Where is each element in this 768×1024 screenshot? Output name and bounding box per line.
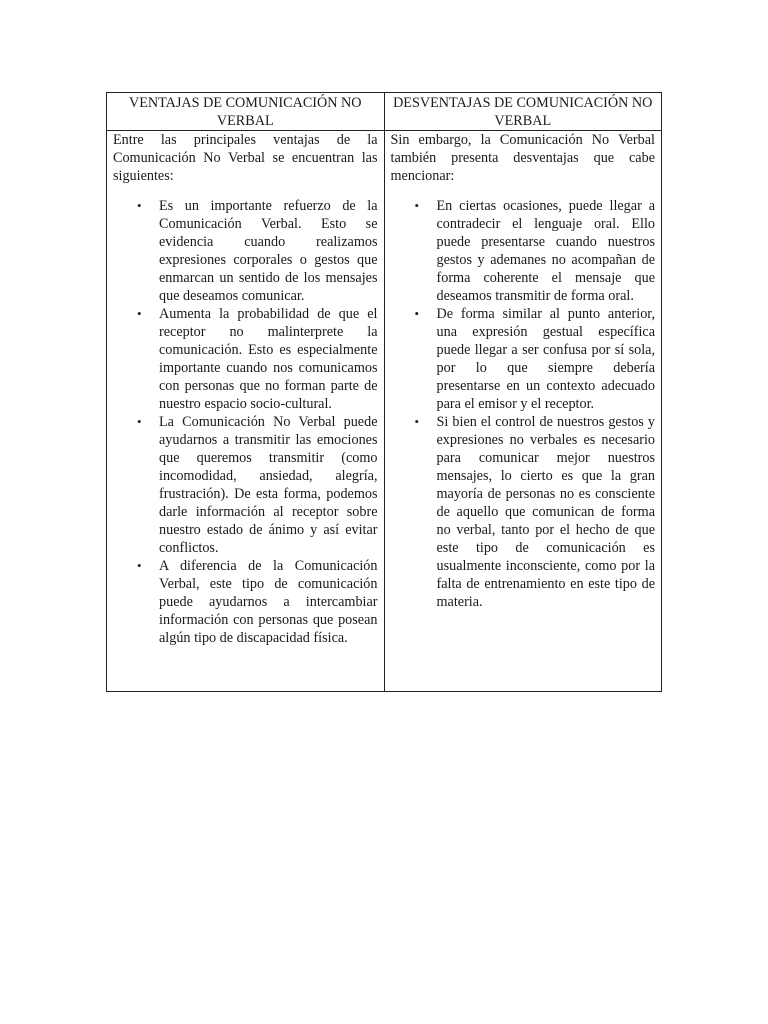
ventajas-list bbox=[113, 197, 378, 647]
comparison-table bbox=[106, 92, 662, 692]
list-item-text: Si bien el control de nuestros gestos y expresiones no verbales es necesario para comunicar mejor nuestros mensajes, lo cierto es que la gran mayoría de personas no es consciente de aquello que comunican de forma no verbal, tanto por el hecho de que este tipo de comunicación es usualmente inconsciente, como por la falta de entrenamiento en este tipo de materia. bbox=[436, 414, 655, 610]
desventajas-intro: Sin embargo, la Comunicación No Verbal también presenta desventajas que cabe mencionar: bbox=[390, 132, 655, 184]
list-item bbox=[137, 413, 378, 557]
bullet-icon: • bbox=[414, 306, 420, 321]
list-item bbox=[137, 305, 378, 413]
list-item bbox=[414, 413, 656, 611]
header-row bbox=[107, 93, 662, 131]
bullet-icon: • bbox=[137, 198, 142, 213]
list-item-text: En ciertas ocasiones, puede llegar a contradecir el lenguaje oral. Ello puede presentarse cuando nuestros gestos y ademanes no acompañan de forma coherente el mensaje que deseamos transmitir de forma oral. bbox=[436, 198, 655, 304]
list-item-text: De forma similar al punto anterior, una expresión gestual específica puede llegar a ser confusa por sí sola, por lo que siempre debería presentarse en un contexto adecuado para el emisor y el receptor. bbox=[436, 306, 655, 412]
desventajas-list bbox=[391, 197, 656, 611]
list-item bbox=[137, 557, 378, 647]
header-desventajas: DESVENTAJAS DE COMUNICACIÓN NO VERBAL bbox=[384, 93, 662, 131]
list-item bbox=[414, 197, 656, 305]
bullet-icon: • bbox=[137, 558, 142, 573]
desventajas-cell bbox=[384, 131, 662, 692]
list-item-text: Es un importante refuerzo de la Comunicación Verbal. Esto se evidencia cuando realizamos expresiones corporales o gestos que enmarcan un sentido de los mensajes que deseamos comunicar. bbox=[159, 198, 378, 304]
bullet-icon: • bbox=[137, 306, 142, 321]
list-item-text: Aumenta la probabilidad de que el receptor no malinterprete la comunicación. Esto es especialmente importante cuando nos comunicamos con personas que no forman parte de nuestro espacio socio-cultural. bbox=[159, 306, 378, 412]
ventajas-cell bbox=[107, 131, 385, 692]
bullet-icon: • bbox=[137, 414, 142, 429]
list-item bbox=[137, 197, 378, 305]
bullet-icon: • bbox=[414, 198, 420, 213]
content-row bbox=[107, 131, 662, 692]
list-item bbox=[414, 305, 656, 413]
header-ventajas: VENTAJAS DE COMUNICACIÓN NO VERBAL bbox=[107, 93, 385, 131]
bullet-icon: • bbox=[414, 414, 420, 429]
list-item-text: La Comunicación No Verbal puede ayudarnos a transmitir las emociones que queremos transmitir (como incomodidad, ansiedad, alegría, frustración). De esta forma, podemos darle información al receptor sobre nuestro estado de ánimo y así evitar conflictos. bbox=[159, 414, 378, 556]
ventajas-intro: Entre las principales ventajas de la Comunicación No Verbal se encuentran las siguientes: bbox=[113, 132, 378, 184]
list-item-text: A diferencia de la Comunicación Verbal, este tipo de comunicación puede ayudarnos a intercambiar información con personas que posean algún tipo de discapacidad física. bbox=[159, 558, 378, 646]
